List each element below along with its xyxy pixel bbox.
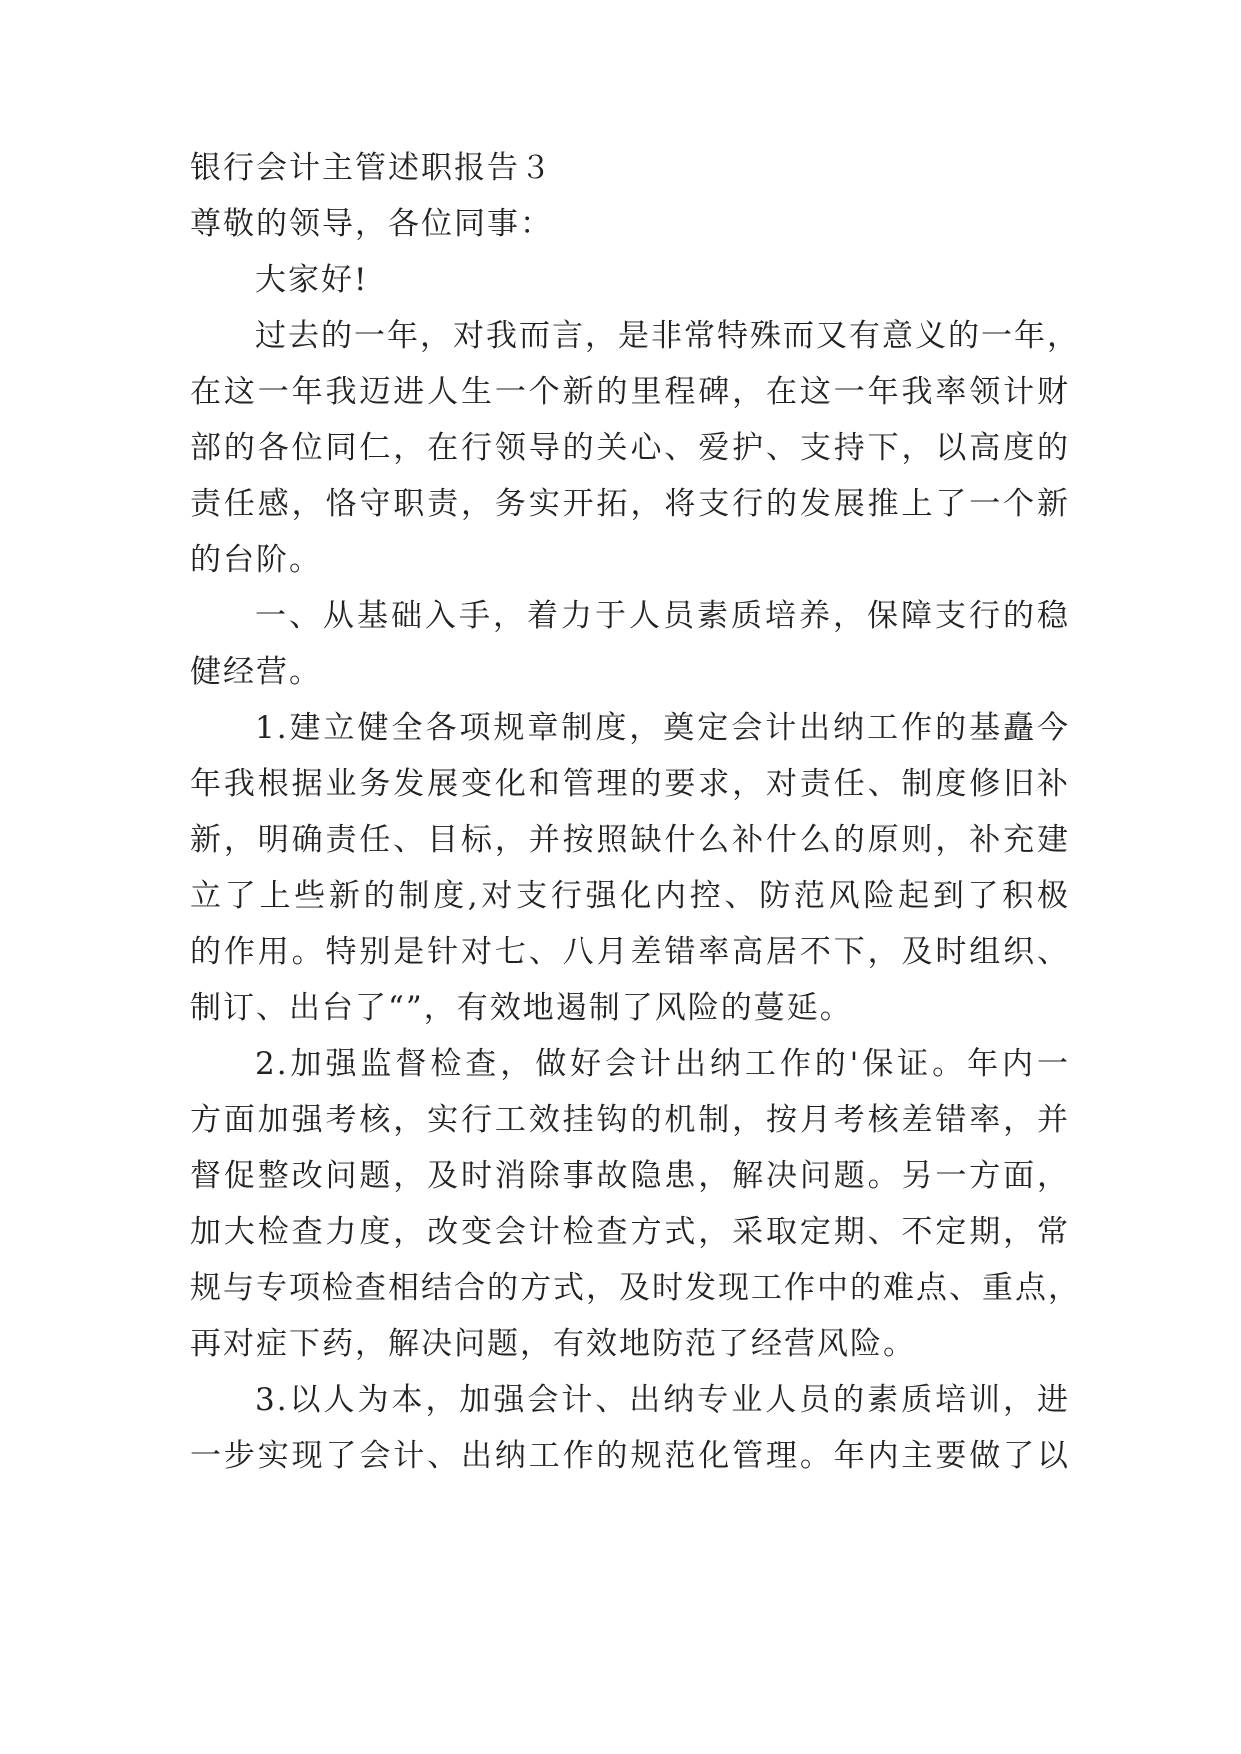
document-title: 银行会计主管述职报告３ (190, 150, 553, 186)
paragraph-line: 1.建立健全各项规章制度，奠定会计出纳工作的基矗今 (255, 710, 1070, 746)
paragraph-line: 过去的一年，对我而言，是非常特殊而又有意义的一年， (255, 318, 1080, 354)
section-heading-line: 健经营。 (190, 654, 322, 690)
paragraph-line: 部的各位同仁，在行领导的关心、爱护、支持下，以高度的 (190, 430, 1070, 466)
paragraph-line: 再对症下药，解决问题，有效地防范了经营风险。 (190, 1326, 916, 1362)
paragraph-line: 年我根据业务发展变化和管理的要求，对责任、制度修旧补 (190, 766, 1070, 802)
paragraph-line: 新，明确责任、目标，并按照缺什么补什么的原则，补充建 (190, 822, 1070, 858)
paragraph-line: 方面加强考核，实行工效挂钩的机制，按月考核差错率，并 (190, 1102, 1070, 1138)
paragraph-line: 3.以人为本，加强会计、出纳专业人员的素质培训，进 (255, 1382, 1070, 1418)
paragraph-line: 的作用。特别是针对七、八月差错率高居不下，及时组织、 (190, 934, 1070, 970)
paragraph-line: 立了上些新的制度,对支行强化内控、防范风险起到了积极 (190, 878, 1070, 914)
paragraph-line: 责任感，恪守职责，务实开拓，将支行的发展推上了一个新 (190, 486, 1070, 522)
salutation: 尊敬的领导，各位同事： (190, 206, 553, 242)
paragraph-line: 规与专项检查相结合的方式，及时发现工作中的难点、重点， (190, 1270, 1081, 1306)
section-heading-line: 一、从基础入手，着力于人员素质培养，保障支行的稳 (255, 598, 1070, 634)
paragraph-line: 加大检查力度，改变会计检查方式，采取定期、不定期，常 (190, 1214, 1070, 1250)
paragraph-line: 制订、出台了“”，有效地遏制了风险的蔓延。 (190, 990, 853, 1026)
paragraph-line: 2.加强监督检查，做好会计出纳工作的'保证。年内一 (255, 1046, 1070, 1082)
greeting: 大家好! (255, 262, 369, 298)
paragraph-line: 在这一年我迈进人生一个新的里程碑，在这一年我率领计财 (190, 374, 1070, 410)
paragraph-line: 督促整改问题，及时消除事故隐患，解决问题。另一方面， (190, 1158, 1070, 1194)
paragraph-line: 的台阶。 (190, 542, 322, 578)
paragraph-line: 一步实现了会计、出纳工作的规范化管理。年内主要做了以 (190, 1438, 1070, 1474)
